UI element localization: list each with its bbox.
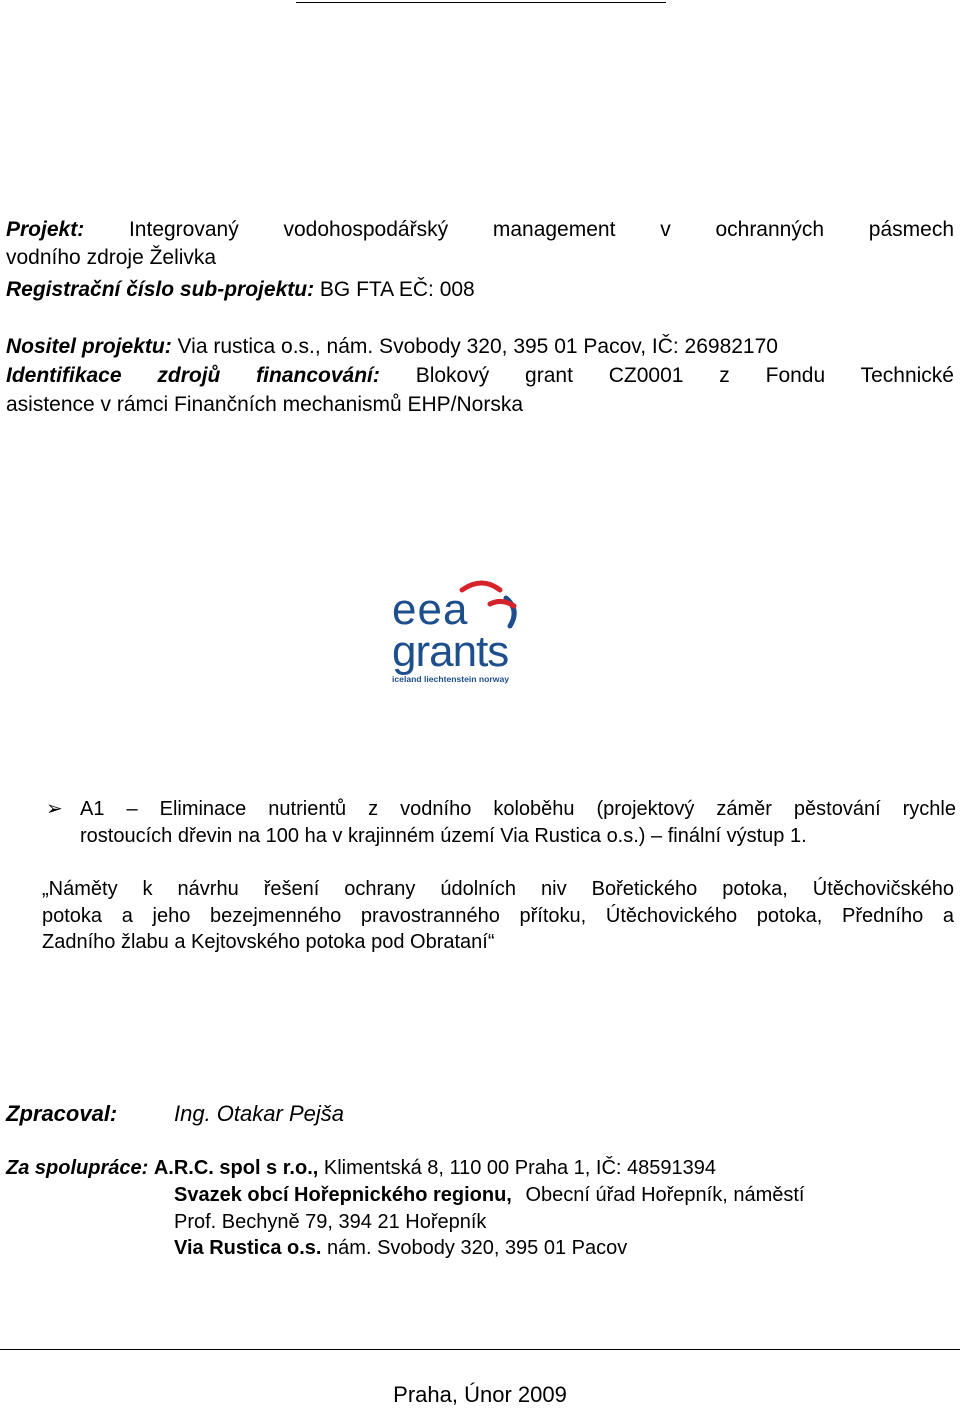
eea-grants-logo: [390, 578, 535, 688]
zdroje-line-2: asistence v rámci Finančních mechanismů EHP/Norska: [6, 393, 524, 416]
partner2-addr-2: Prof. Bechyně 79, 394 21 Hořepník: [174, 1211, 487, 1233]
quote-line-3: Zadního žlabu a Kejtovského potoka pod Obrataní“: [42, 931, 495, 953]
top-rule: [296, 2, 666, 3]
zpracoval-label: Zpracoval:: [6, 1101, 118, 1126]
zdroje-label: Identifikace zdrojů financování:: [6, 364, 380, 387]
registracni-line: [6, 276, 475, 304]
spoluprace-line: [6, 1155, 716, 1182]
bullet-line-1: A1 – Eliminace nutrientů z vodního koloběhu (projektový záměr pěstování rychle: [80, 798, 956, 820]
projekt-label: Projekt:: [6, 218, 85, 241]
partner2-name: Svazek obcí Hořepnického regionu,: [174, 1184, 512, 1206]
partner3-addr: nám. Svobody 320, 395 01 Pacov: [327, 1237, 628, 1259]
bullet-marker: ➢: [46, 798, 63, 820]
quote-line-1: „Náměty k návrhu řešení ochrany údolních niv Bořetického potoka, Útěchovičského: [42, 878, 954, 900]
nositel-label: Nositel projektu:: [6, 335, 172, 358]
projekt-text: Integrovaný vodohospodářský management v ochranných pásmech: [128, 218, 954, 241]
nositel-value: Via rustica o.s., nám. Svobody 320, 395 01 Pacov, IČ: 26982170: [177, 335, 778, 358]
quote-line-2: potoka a jeho bezejmenného pravostranného přítoku, Útěchovického potoka, Předního a: [42, 905, 954, 927]
registracni-label: Registrační číslo sub-projektu:: [6, 278, 315, 301]
registracni-value: BG FTA EČ: 008: [319, 278, 475, 301]
logo-grants-text: grants: [392, 627, 509, 676]
footer-rule: [0, 1349, 960, 1350]
zdroje-text: Blokový grant CZ0001 z Fondu Technické: [415, 364, 954, 387]
bullet-line-2: rostoucích dřevin na 100 ha v krajinném území Via Rustica o.s.) – finální výstup 1.: [80, 825, 807, 847]
zpracoval-value: Ing. Otakar Pejša: [174, 1101, 344, 1126]
logo-red-hook: [490, 601, 514, 606]
projekt-line-2: vodního zdroje Želivka: [6, 246, 217, 269]
partner3-name: Via Rustica o.s.: [174, 1237, 322, 1259]
nositel-line: [6, 333, 778, 361]
partner3-line: [174, 1235, 627, 1262]
spoluprace-label: Za spolupráce:: [6, 1157, 149, 1179]
eea-grants-logo-graphic: [390, 578, 535, 688]
partner2-addr-1: Obecní úřad Hořepník, náměstí: [525, 1184, 805, 1206]
logo-eea-text: eea: [392, 585, 469, 634]
logo-tagline: iceland liechtenstein norway: [392, 674, 510, 684]
partner2-line: [174, 1182, 804, 1209]
zdroje-line: [6, 362, 954, 390]
projekt-line: [6, 216, 954, 244]
partner1-name: A.R.C. spol s r.o.,: [153, 1157, 319, 1179]
footer-place-date: Praha, Únor 2009: [393, 1382, 567, 1407]
partner1-addr: Klimentská 8, 110 00 Praha 1, IČ: 48591394: [323, 1157, 716, 1179]
